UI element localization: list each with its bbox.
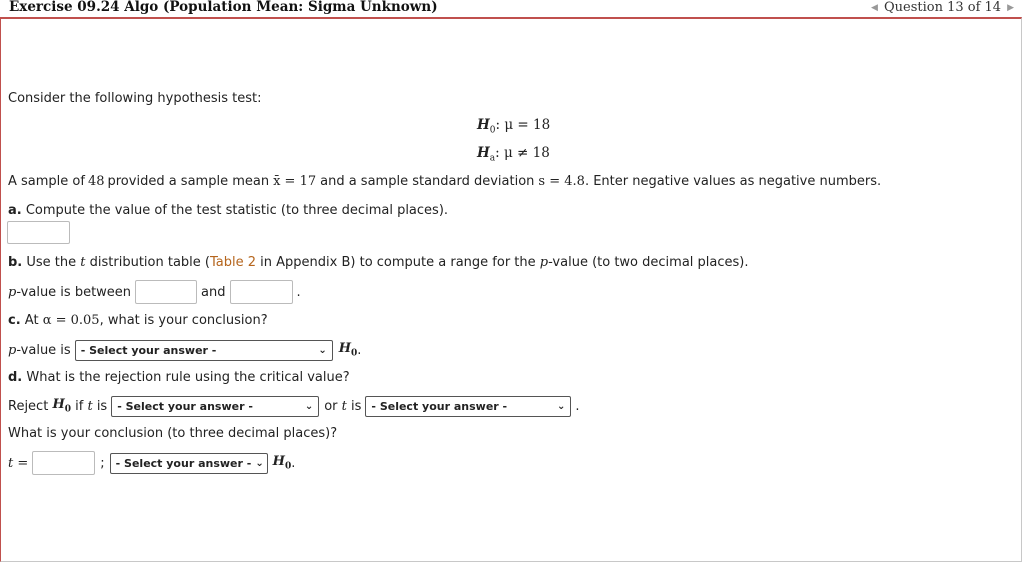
- part-b-text-2: distribution table (: [85, 255, 210, 270]
- part-d-text: What is the rejection rule using the critical value?: [22, 370, 350, 385]
- t-value-input[interactable]: [32, 451, 95, 475]
- ha-symbol: H: [477, 145, 490, 161]
- exercise-title: Exercise 09.24 Algo (Population Mean: Sigma Unknown): [9, 0, 438, 15]
- h0-symbol: [273, 454, 292, 472]
- t-symbol: t: [87, 398, 93, 414]
- sample-text-2: provided a sample mean: [107, 174, 270, 189]
- p-value-conclusion-row: [8, 339, 361, 361]
- next-question-icon[interactable]: ▶: [1007, 2, 1014, 13]
- t-equals-label: t =: [8, 455, 29, 471]
- h0-letter: H: [338, 341, 351, 357]
- part-b-prompt: [8, 255, 748, 270]
- question-counter: Question 13 of 14: [883, 0, 1002, 15]
- chevron-down-icon: ⌄: [557, 400, 566, 412]
- period: .: [357, 342, 362, 358]
- question-navigator: [871, 0, 1014, 15]
- part-b-text-1: Use the: [22, 255, 81, 270]
- table-2-link[interactable]: Table 2: [210, 255, 257, 270]
- h0-letter: H: [52, 397, 65, 413]
- sample-text-3: and a sample standard deviation: [320, 174, 535, 189]
- chevron-down-icon: ⌄: [255, 457, 264, 469]
- period: .: [575, 398, 580, 414]
- conclusion-text: What is your conclusion (to three decimal places)?: [8, 426, 338, 441]
- h0-subscript: 0: [64, 404, 71, 415]
- p-value-between-label: -value is between: [16, 284, 132, 300]
- period: .: [291, 455, 296, 471]
- part-d-prompt: [8, 370, 350, 385]
- h0-subscript: 0: [489, 125, 496, 136]
- select-value: - Select your answer -: [80, 343, 217, 357]
- sample-description: [8, 174, 881, 189]
- t-symbol: t: [341, 398, 347, 414]
- if-label: if: [71, 398, 88, 414]
- p-symbol: p: [539, 255, 549, 270]
- ha-subscript: a: [489, 153, 496, 164]
- alpha-value: α = 0.05: [42, 313, 100, 328]
- p-value-range-row: [8, 280, 301, 304]
- rejection-rule-row: [8, 395, 580, 417]
- h0-symbol: H: [477, 117, 490, 133]
- header-bar: [0, 0, 1024, 18]
- sample-mean: x̄ = 17: [273, 174, 317, 189]
- ha-statement: : μ ≠ 18: [495, 145, 550, 161]
- null-hypothesis: [477, 117, 550, 136]
- select-value: - Select your answer -: [371, 399, 508, 413]
- sample-text-1: A sample of: [8, 174, 85, 189]
- semicolon: ;: [100, 455, 105, 471]
- h0-letter: H: [272, 454, 285, 470]
- select-value: - Select your answer -: [115, 456, 252, 470]
- and-label: and: [201, 284, 226, 300]
- or-label: or: [324, 398, 342, 414]
- test-statistic-input[interactable]: [7, 221, 70, 244]
- part-c-letter: c.: [8, 313, 21, 328]
- intro-text: [8, 91, 262, 106]
- part-a-prompt: [8, 203, 448, 218]
- p-symbol: p: [8, 342, 17, 358]
- chevron-down-icon: ⌄: [304, 400, 314, 412]
- conclusion-prompt: [8, 426, 337, 441]
- part-a-text: Compute the value of the test statistic (to three decimal places).: [21, 203, 449, 218]
- conclusion-select[interactable]: [110, 453, 268, 474]
- part-b-text-3: in Appendix B) to compute a range for the: [256, 255, 540, 270]
- alternative-hypothesis: [477, 145, 550, 164]
- p-value-is-label: -value is: [16, 342, 71, 358]
- part-a-letter: a.: [8, 203, 22, 218]
- period: .: [296, 284, 301, 300]
- is-label: is: [92, 398, 108, 414]
- part-b-letter: b.: [8, 255, 23, 270]
- conclusion-row: [8, 451, 295, 475]
- p-value-lower-input[interactable]: [135, 280, 197, 304]
- part-c-text-1: At: [20, 313, 43, 328]
- rejection-rule-select-1[interactable]: [111, 396, 319, 417]
- part-c-text-2: , what is your conclusion?: [99, 313, 268, 328]
- h0-symbol: [52, 397, 71, 415]
- p-value-upper-input[interactable]: [230, 280, 293, 304]
- rejection-rule-select-2[interactable]: [365, 396, 571, 417]
- h0-subscript: 0: [284, 461, 292, 472]
- previous-question-icon[interactable]: ◀: [871, 2, 878, 13]
- sample-std-dev: s = 4.8: [538, 174, 585, 189]
- part-b-text-4: -value (to two decimal places).: [548, 255, 749, 270]
- chevron-down-icon: ⌄: [318, 344, 327, 356]
- h0-statement: : μ = 18: [495, 117, 551, 133]
- t-symbol: t: [80, 255, 86, 270]
- is-label: is: [346, 398, 362, 414]
- p-value-comparison-select[interactable]: [75, 340, 333, 361]
- p-symbol: p: [8, 284, 17, 300]
- sample-text-4: . Enter negative values as negative numbers.: [584, 174, 882, 189]
- h0-symbol: [339, 341, 358, 359]
- h0-subscript: 0: [351, 348, 358, 359]
- part-d-letter: d.: [8, 370, 23, 385]
- intro-label: Consider the following hypothesis test:: [8, 91, 262, 106]
- part-c-prompt: [8, 313, 268, 328]
- select-value: - Select your answer -: [117, 399, 253, 413]
- reject-label: Reject: [8, 398, 53, 414]
- sample-size: 48: [87, 174, 105, 189]
